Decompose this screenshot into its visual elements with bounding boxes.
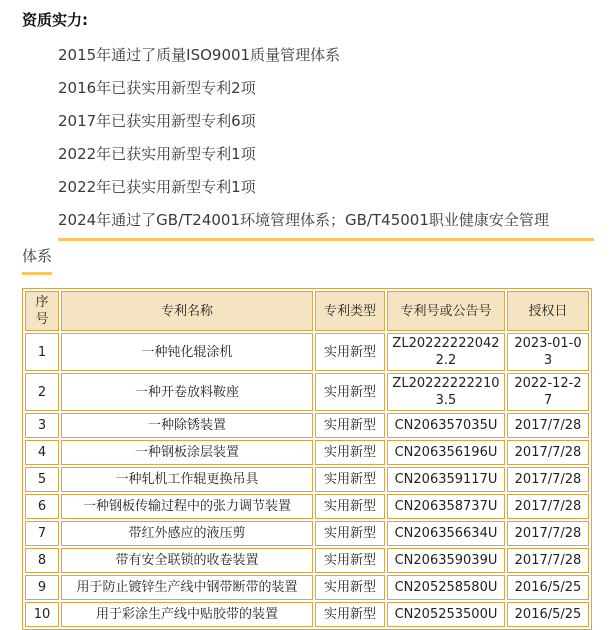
cell-grant-date: 2017/7/28 — [507, 440, 589, 465]
cell-patent-number: CN205258580U — [387, 575, 505, 600]
qualification-item: 2016年已获实用新型专利2项 — [58, 79, 256, 97]
qualification-item: 2017年已获实用新型专利6项 — [58, 112, 256, 130]
patent-table-header — [25, 291, 589, 331]
table-row — [25, 467, 589, 492]
cell-patent-number: CN206359117U — [387, 467, 505, 492]
cell-patent-number: CN205253500U — [387, 602, 505, 627]
cell-no: 5 — [25, 467, 59, 492]
table-header-col-no — [25, 291, 59, 331]
cert-2024-line1 — [22, 204, 594, 241]
cell-patent-name: 一种钢板传输过程中的张力调节装置 — [61, 494, 313, 519]
cell-grant-date: 2017/7/28 — [507, 413, 589, 438]
cell-patent-name: 用于防止镀锌生产线中钢带断带的装置 — [61, 575, 313, 600]
cell-grant-date: 2023-01-03 — [507, 333, 589, 371]
cell-no: 4 — [25, 440, 59, 465]
cell-no: 7 — [25, 521, 59, 546]
cell-patent-type: 实用新型 — [315, 333, 385, 371]
table-row — [25, 602, 589, 627]
cell-grant-date: 2017/7/28 — [507, 467, 589, 492]
cell-patent-type: 实用新型 — [315, 413, 385, 438]
cell-patent-name: 一种钝化辊涂机 — [61, 333, 313, 371]
cell-patent-name: 带红外感应的液压剪 — [61, 521, 313, 546]
underlined-text: 体系 — [22, 241, 52, 275]
header-row — [25, 291, 589, 331]
cell-no: 6 — [25, 494, 59, 519]
table-row — [25, 413, 589, 438]
cell-patent-name: 带有安全联锁的收卷装置 — [61, 548, 313, 573]
cell-patent-number: ZL202222220422.2 — [387, 333, 505, 371]
cell-patent-name: 一种除锈装置 — [61, 413, 313, 438]
cell-patent-type: 实用新型 — [315, 440, 385, 465]
cell-no: 10 — [25, 602, 59, 627]
cell-patent-type: 实用新型 — [315, 548, 385, 573]
cell-no: 1 — [25, 333, 59, 371]
table-row — [25, 373, 589, 411]
table-header-col-patent-type: 专利类型 — [315, 291, 385, 331]
header-label: 序号 — [35, 295, 49, 327]
cell-patent-type: 实用新型 — [315, 521, 385, 546]
table-header-col-patent-number: 专利号或公告号 — [387, 291, 505, 331]
cell-patent-number: CN206356634U — [387, 521, 505, 546]
cell-patent-type: 实用新型 — [315, 467, 385, 492]
cell-grant-date: 2016/5/25 — [507, 602, 589, 627]
cell-patent-type: 实用新型 — [315, 373, 385, 411]
cell-patent-name: 用于彩涂生产线中贴胶带的装置 — [61, 602, 313, 627]
table-row — [25, 440, 589, 465]
cell-grant-date: 2017/7/28 — [507, 494, 589, 519]
section-title: 资质实力: — [22, 11, 88, 29]
cell-patent-number: CN206359039U — [387, 548, 505, 573]
cert-2024-line2 — [22, 241, 594, 275]
underlined-text: 2024年通过了GB/T24001环境管理体系；GB/T45001职业健康安全管理 — [58, 204, 594, 241]
cell-patent-number: ZL202222222103.5 — [387, 373, 505, 411]
qualification-item: 2022年已获实用新型专利1项 — [58, 145, 256, 163]
cell-grant-date: 2016/5/25 — [507, 575, 589, 600]
qualification-item: 2015年通过了质量ISO9001质量管理体系 — [58, 46, 341, 64]
cell-no: 3 — [25, 413, 59, 438]
cell-patent-number: CN206357035U — [387, 413, 505, 438]
qualification-item: 2022年已获实用新型专利1项 — [58, 178, 256, 196]
patent-table-body — [25, 333, 589, 627]
cell-patent-number: CN206358737U — [387, 494, 505, 519]
qualification-list — [22, 39, 594, 204]
table-header-col-patent-name: 专利名称 — [61, 291, 313, 331]
cell-no: 8 — [25, 548, 59, 573]
cell-no: 2 — [25, 373, 59, 411]
table-row — [25, 575, 589, 600]
cell-patent-type: 实用新型 — [315, 602, 385, 627]
table-row — [25, 521, 589, 546]
table-row — [25, 494, 589, 519]
cell-patent-name: 一种轧机工作辊更换吊具 — [61, 467, 313, 492]
cell-no: 9 — [25, 575, 59, 600]
cell-patent-number: CN206356196U — [387, 440, 505, 465]
table-row — [25, 333, 589, 371]
cell-patent-type: 实用新型 — [315, 575, 385, 600]
cell-patent-name: 一种钢板涂层装置 — [61, 440, 313, 465]
cell-grant-date: 2017/7/28 — [507, 548, 589, 573]
table-header-col-grant-date: 授权日 — [507, 291, 589, 331]
cell-grant-date: 2017/7/28 — [507, 521, 589, 546]
cell-grant-date: 2022-12-27 — [507, 373, 589, 411]
patent-table — [22, 288, 592, 630]
table-row — [25, 548, 589, 573]
cell-patent-type: 实用新型 — [315, 494, 385, 519]
cell-patent-name: 一种开卷放料鞍座 — [61, 373, 313, 411]
